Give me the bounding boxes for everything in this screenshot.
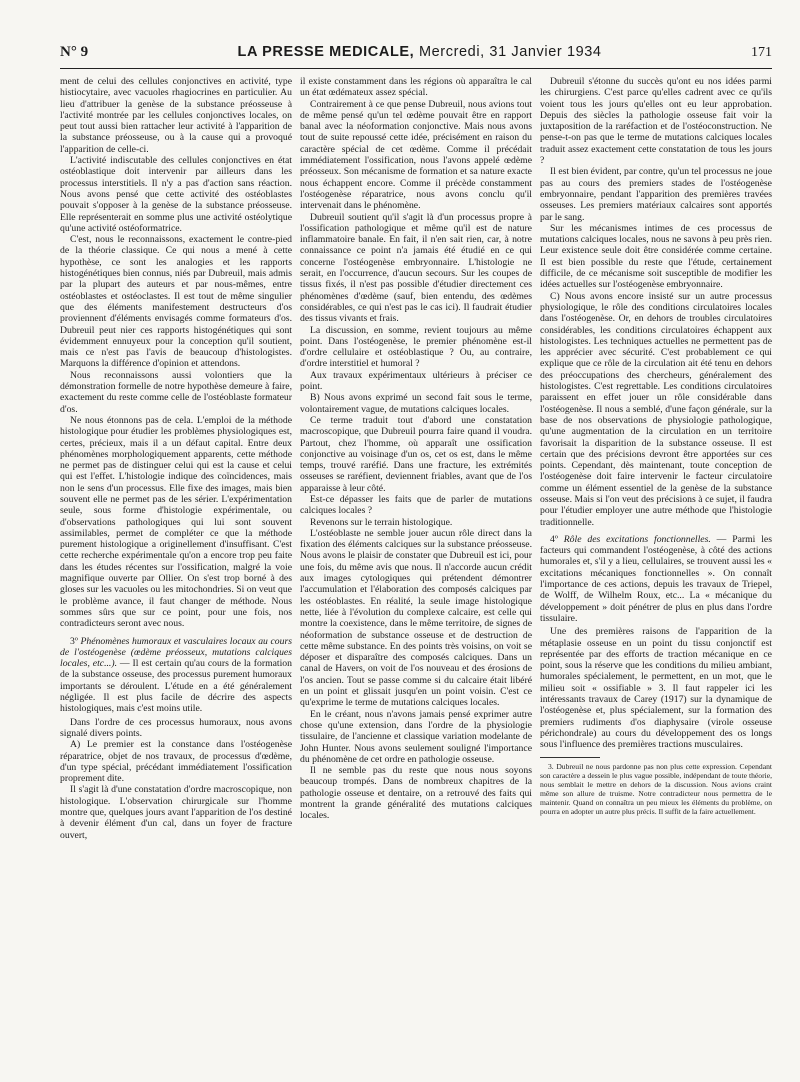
paragraph: Une des premières raisons de l'apparition de la métaplasie osseuse en un point du tissu conjonctif est représentée par des efforts de traction mécanique en ce point, sous la réserve que les conditions du milieu ambiant, humorales spécialement, le permettent, en un mot, que le milieu soit « ossifiable » 3. Il faut rappeler ici les intéressants travaux de Carey (1917) sur la dynamique de l'ostéogenèse et, plus spécialement, sur la formation des premiers rudiments d'os diaphysaire (virole osseuse périchondrale) au cours du développement des os longs sous l'influence des premières tractions musculaires. (540, 626, 772, 751)
paragraph: C'est, nous le reconnaissons, exactement le contre-pied de la théorie classique. Ce qui nous a mené à cette hypothèse, ce sont les analogies et les rapports histogénétiques bien connus, niés par Dubreuil, mais admis par la plupart des auteurs et par nous-mêmes, entre ostéoblastes et ostéoclastes. Il est tout de même singulier que des éléments manifestement destructeurs d'os proviennent d'éléments envisagés comme formateurs d'os. Dubreuil peut nier ces rapports histogénétiques qui sont évidemment ennuyeux pour la conception qu'il soutient, mais ce n'est pas l'avis de beaucoup d'histologistes. Marquons la différence d'opinion et attendons. (60, 234, 292, 370)
paragraph: Dans l'ordre de ces processus humoraux, nous avons signalé divers points. (60, 716, 292, 739)
paragraph: B) Nous avons exprimé un second fait sous le terme, volontairement vague, de mutations calciques locales. (300, 392, 532, 415)
paragraph: L'activité indiscutable des cellules conjonctives en état ostéoblastique doit intervenir par ailleurs dans les processus interstitiels. Il n'y a pas d'action sans réaction. Nous avons pensé que cette activité des ostéoblastes pouvait s'opposer à la genèse de la substance préosseuse. Elle représenterait en somme plus une activité ostéolytique qu'une activité ostéoformatrice. (60, 155, 292, 234)
column-1 (60, 76, 292, 1072)
paragraph: Nous reconnaissons aussi volontiers que la démonstration formelle de notre hypothèse demeure à faire, exactement du reste comme celle de l'ostéoblaste formateur d'os. (60, 369, 292, 415)
paragraph: A) Le premier est la constance dans l'ostéogenèse réparatrice, objet de nos travaux, de processus d'œdème, d'un type spécial, précédant immédiatement l'ossification proprement dite. (60, 739, 292, 785)
paragraph: Ne nous étonnons pas de cela. L'emploi de la méthode histologique pour étudier les problèmes physiologiques est, certes, précieux, mais il a un défaut capital. Entre deux phénomènes morphologiquement apparents, cette méthode ne permet pas de distinguer celui qui est la cause et celui qui est l'effet. L'histologie indique des coïncidences, mais non le sens d'un processus. Elle fixe des images, mais bien souvent elle ne permet pas de les sérier. L'expérimentation seule, sous forme d'histologie expérimentale, ou d'observations pathologiques qui lui sont souvent assimilables, permet de compléter ce que la méthode purement histologique a originellement d'insuffisant. C'est cette recherche expérimentale qu'on a encore trop peu faite dans les études récentes sur l'ossification, malgré la voie magnifique ouverte par Ollier. On s'est trop borné à des gloses sur les vacuoles ou les mitochondries. Si on veut que le problème avance, il faut changer de méthode. Nous sommes sûrs que sur ce point, pour une fois, nos contradicteurs seront avec nous. (60, 414, 292, 630)
paragraph: Il s'agit là d'une constatation d'ordre macroscopique, non histologique. L'observation chirurgicale sur l'homme montre que, quelques jours avant l'apparition de l'os destiné à devenir élément d'un cal, dans un foyer de fracture ouvert, (60, 784, 292, 841)
paragraph: Sur les mécanismes intimes de ces processus de mutations calciques locales, nous ne savons à peu près rien. Leur existence seule doit être considérée comme certaine. Il est bien possible du reste que l'étude, certainement difficile, de ce mécanisme soit susceptible de modifier les idées actuelles sur l'ostéogenèse embryonnaire. (540, 222, 772, 291)
section-heading-4 (540, 534, 772, 624)
column-2 (300, 76, 532, 1072)
paragraph: Revenons sur le terrain histologique. (310, 516, 453, 528)
paragraph: Contrairement à ce que pense Dubreuil, nous avions tout de même pensé qu'un tel œdème pouvait être en rapport banal avec la néoformation conjonctive. Mais nous avons tout de suite repoussé cette idée, précisément en raison du caractère spécial de cet œdème. Comme il précédait immédiatement l'ossification, nous l'avons appelé œdème préosseux. Son mécanisme de formation et sa nature exacte nous échappent encore. Comme il précède constamment l'ostéogenèse réparatrice, nous avons conclu qu'il intervenait dans le phénomène. (300, 98, 532, 212)
paragraph: Est-ce dépasser les faits que de parler de mutations calciques locales ? (300, 493, 532, 517)
paragraph: Il ne semble pas du reste que nous nous soyons beaucoup trompés. Dans de nombreux chapitres de la pathologie osseuse et dentaire, on a retrouvé des faits qui montrent la grande généralité des mutations calciques locales. (300, 765, 532, 822)
paragraph: Dubreuil s'étonne du succès qu'ont eu nos idées parmi les chirurgiens. C'est parce qu'elles cadrent avec ce qu'ils voient tous les jours qu'elles ont eu leur approbation. Depuis des siècles la pathologie osseuse fait voir la juxtaposition de la raréfaction et de l'ostéoconstruction. Ne pense-t-on pas que le terme de mutations calciques locales traduit assez exactement cette constatation de tous les jours ? (540, 76, 772, 167)
paragraph: C) Nous avons encore insisté sur un autre processus physiologique, le rôle des conditions circulatoires locales dans l'ostéogenèse. Or, en dehors de troubles circulatoires considérables, les conditions circulatoires échappent aux histologistes. Les techniques actuelles ne permettent pas de les apprécier avec sécurité. C'est probablement ce qui explique que ce rôle de la circulation ait été tenu en dehors des préoccupations des chercheurs, généralement des histologistes. C'est regrettable. Les conditions circulatoires paraissent en effet jouer un rôle considérable dans l'ostéogenèse. Il nous a semblé, d'une façon générale, sur la base de nos observations de physiologie pathologique, qu'une augmentation de la circulation en un territoire favorisait la disparition de la substance osseuse. Il est certain que des précisions devront être apportées sur ces points. Cependant, dès maintenant, toute conception de l'ostéogenèse doit faire intervenir le facteur circulatoire comme un élément essentiel de la genèse de la substance osseuse. Mais si l'on veut des précisions à ce sujet, il faudra pour l'étudier employer une autre méthode que l'histologie traditionnelle. (540, 290, 772, 528)
issue-date: Mercredi, 31 Janvier 1934 (418, 44, 602, 60)
paragraph: Ce terme traduit tout d'abord une constatation macroscopique, que Dubreuil pourra faire quand il voudra. Partout, chez l'homme, où apparaît une ossification conjonctive au voisinage d'un os, cet os est, dans le même temps, trouvé raréfié. Dans une fracture, les extrémités osseuses se raréfient, deviennent friables, avant que de l'os apparaisse à leur côté. (300, 414, 532, 494)
section-lead: — Parmi les facteurs qui commandent l'ostéogenèse, à côté des actions humorales et, s'il y a lieu, cellulaires, se trouvent aussi les « excitations mécaniques fonctionnelles ». On connaît l'importance de ces actions, depuis les travaux de Triepel, de Wolff, de Wilhelm Roux, etc... La « mécanique du développement » doit pénétrer de plus en plus dans l'ordre tissulaire. (540, 533, 772, 624)
paragraph: L'ostéoblaste ne semble jouer aucun rôle direct dans la fixation des éléments calciques sur la substance préosseuse. Nous avons le plaisir de constater que Dubreuil est ici, pour une fois, du même avis que nous. Il n'accorde aucun crédit aux images cytologiques qui prétendent démontrer l'accumulation et l'élaboration des composés calciques par les ostéoblastes. En réalité, la seule image histologique nette, liée à l'évolution du complexe calcaire, est celle qui montre la coexistence, dans le même territoire, de signes de néoformation de substance osseuse et de destruction de cette même substance. En des points très voisins, on voit se déposer et disparaître des composés calciques. Dans un canal de Havers, on voit de l'os nouveau et des érosions de l'os ancien. Tout se passe comme si du calcaire était libéré en un point et glissait jusqu'en un point voisin. C'est ce qu'exprime le terme de mutations calciques locales. (300, 527, 532, 709)
footnote-rule (540, 757, 600, 758)
section-title: Phénomènes humoraux et vasculaires locaux au cours de l'ostéogenèse (œdème préosseux, mutations calciques locales, etc...). (60, 635, 292, 670)
article-body (60, 76, 772, 1072)
section-title: Rôle des excitations fonctionnelles. (557, 533, 711, 545)
journal-name: LA PRESSE MEDICALE, (237, 44, 415, 60)
column-3 (540, 76, 772, 1072)
paragraph: La discussion, en somme, revient toujours au même point. Dans l'ostéogenèse, le premier phénomène est-il d'ordre cellulaire et ostéoblastique ? Ou, au contraire, d'ordre interstitiel et humoral ? (300, 324, 532, 370)
paragraph: Il est bien évident, par contre, qu'un tel processus ne joue pas au cours des premiers stades de l'ostéogenèse embryonnaire, pendant l'apparition des premières travées osseuses. Les premiers matériaux calcaires sont apportés par le sang. (540, 166, 772, 223)
paragraph: En le créant, nous n'avons jamais pensé exprimer autre chose qu'une extension, dans l'ordre de la physiologie tissulaire, de l'ancienne et classique variation modelante de John Hunter. Nous avons seulement souligné l'importance du phénomène de cet ordre en pathologie osseuse. (300, 708, 532, 765)
issue-number: N° 9 (60, 44, 89, 60)
paragraph: il existe constamment dans les régions où apparaîtra le cal un état œdémateux assez spécial. (300, 76, 532, 99)
section-number: 3º (70, 635, 78, 647)
section-number: 4º (550, 533, 558, 545)
page-number: 171 (751, 45, 772, 60)
running-header (60, 44, 772, 69)
section-heading-3 (60, 636, 292, 715)
footnote: 3. Dubreuil ne nous pardonne pas non plus cette expression. Cependant son caractère a dessein le plus vague possible, indépendant de toute théorie, nous semblait le mettre en dehors de la discussion. Nous avions craint même son allure de truisme. Notre contradicteur nous permettra de le maintenir. Quand on connaîtra un peu mieux les éléments du problème, on pourra en adopter un autre plus précis. Il suffit de la faire actuellement. (540, 761, 772, 816)
paragraph: Dubreuil soutient qu'il s'agit là d'un processus propre à l'ossification pathologique et même qu'il est de nature inflammatoire banale. En fait, il n'en sait rien, car, à notre connaissance ce point n'a jamais été étudié en ce qui concerne l'ostéogenèse embryonnaire. L'histologie ne serait, en l'occurrence, d'aucun secours. Sur les coupes de tissus fixés, il n'est pas possible d'étudier directement ces phénomènes d'œdème (sauf, bien entendu, des œdèmes considérables, ce qui n'est pas le cas ici). Il faudrait étudier des tissus vivants et frais. (300, 211, 532, 325)
paragraph: Aux travaux expérimentaux ultérieurs à préciser ce point. (300, 369, 532, 393)
paragraph: ment de celui des cellules conjonctives en activité, type histiocytaire, avec vacuoles rhagiocrines en particulier. Au lieu d'attribuer la genèse de la substance préosseuse à l'activité montrée par les cellules conjonctives locales, on peut tout aussi bien rattacher leur activité à l'apparition de la substance préosseuse, ou à la cause qui a provoqué l'apparition de celle-ci. (60, 76, 292, 155)
section-lead: — Il est certain qu'au cours de la formation de la substance osseuse, des processus purement humoraux importants se déroulent. L'étude en a été généralement négligée. Il est plus facile de décrire des aspects histologiques, mais c'est moins utile. (60, 658, 292, 715)
journal-masthead (237, 44, 601, 60)
